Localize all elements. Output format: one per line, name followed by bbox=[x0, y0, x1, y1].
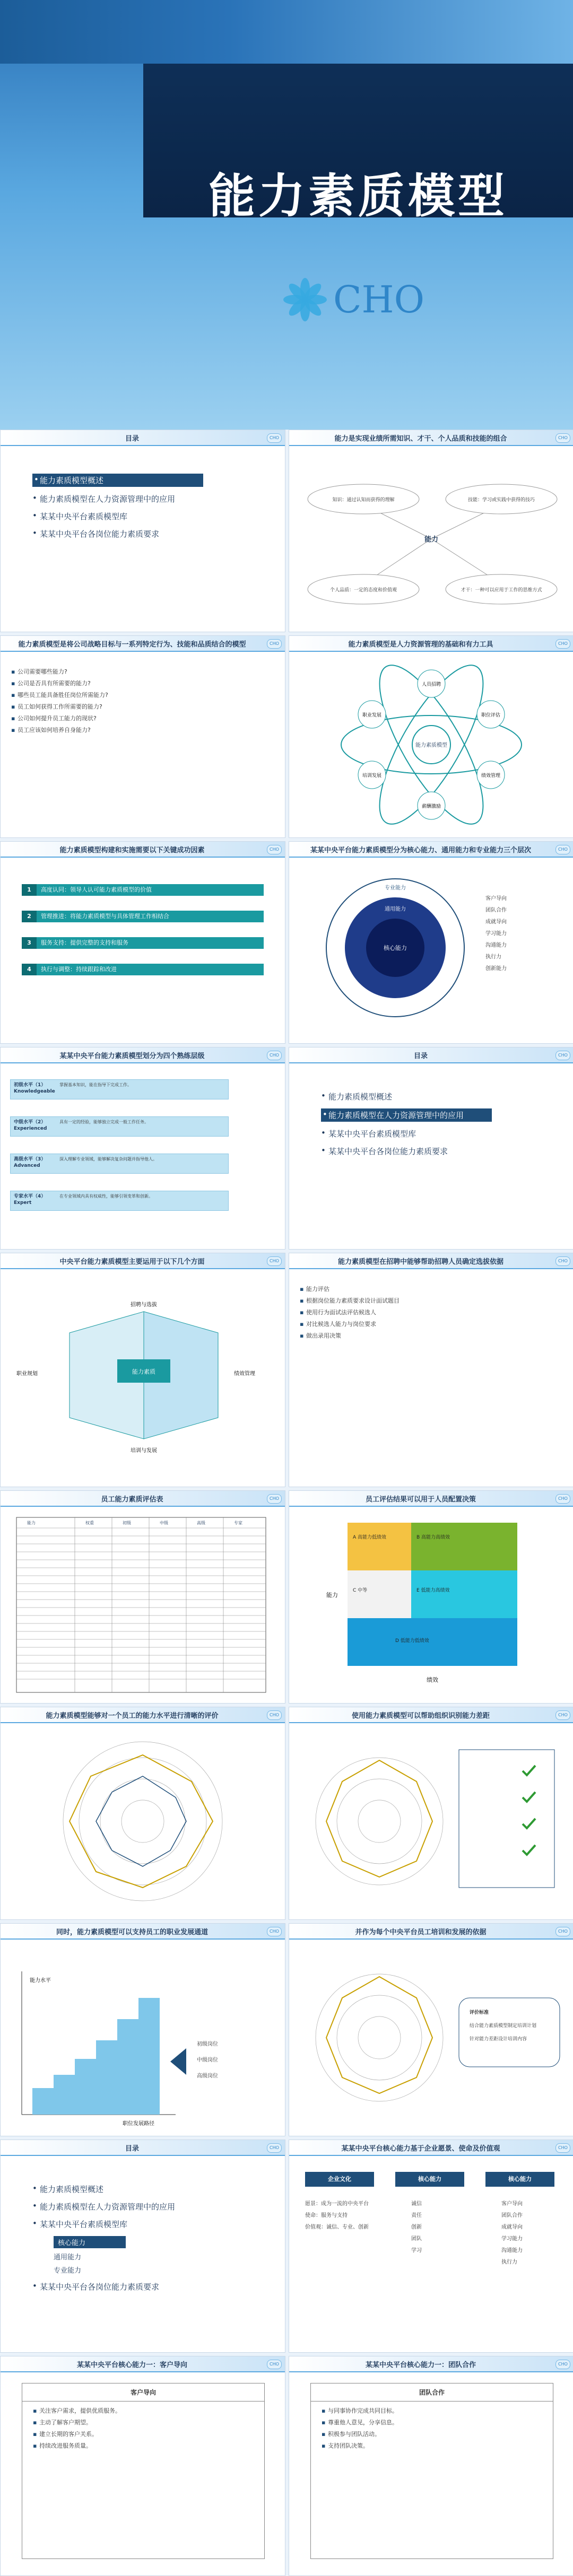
box-line: ▪ 持续改进服务质量。 bbox=[33, 2442, 256, 2450]
cover-slide bbox=[0, 0, 573, 430]
agenda-item: • 能力素质模型概述 bbox=[32, 2184, 285, 2195]
mini-logo: CHO bbox=[267, 845, 282, 854]
agenda-item: • 某某中央平台素质模型库 bbox=[32, 511, 285, 522]
model-col1: 使命：服务与支持 bbox=[305, 2213, 348, 2219]
question-item: ▪ 哪些员工能具备胜任岗位所需能力? bbox=[11, 691, 276, 700]
step-row bbox=[22, 911, 264, 922]
model-col2: 诚信 bbox=[411, 2201, 422, 2207]
slide-title: 员工评估结果可以用于人员配置决策 bbox=[365, 1496, 476, 1504]
y-axis-label: 能力水平 bbox=[30, 1978, 51, 1984]
step-row bbox=[22, 884, 264, 896]
agenda-item: • 某某中央平台各岗位能力素质要求 bbox=[32, 2281, 285, 2292]
tier-text: 深入理解专业领域，能够解决复杂问题并指导他人。 bbox=[59, 1157, 157, 1162]
hr-wheel-diagram bbox=[289, 652, 573, 837]
question-item: ▪ 公司是否具有所需要的能力? bbox=[11, 679, 276, 688]
model-col3: 执行力 bbox=[501, 2259, 517, 2265]
box-line: ▪ 尊重他人意见，分享信息。 bbox=[322, 2418, 544, 2427]
model-col3: 成就导向 bbox=[501, 2224, 523, 2230]
x-axis-label: 绩效 bbox=[427, 1676, 438, 1683]
col-header: 初级 bbox=[123, 1521, 131, 1525]
slide-title: 并作为每个中央平台员工培训和发展的依据 bbox=[355, 1928, 487, 1936]
x-axis-label: 职位发展路径 bbox=[123, 2121, 154, 2127]
wheel-node: 培训发展 bbox=[362, 773, 382, 779]
mini-logo: CHO bbox=[555, 2143, 570, 2153]
question-item: ▪ 公司需要哪些能力? bbox=[11, 668, 276, 676]
col-header: 能力 bbox=[27, 1521, 36, 1525]
concept-center: 能力 bbox=[424, 536, 439, 544]
desc-line: ▪ 根据岗位能力素质要求设计面试题目 bbox=[300, 1297, 565, 1305]
box-line: ▪ 关注客户需求，提供优质服务。 bbox=[33, 2407, 256, 2415]
mini-logo: CHO bbox=[267, 1256, 282, 1266]
slide-apply bbox=[0, 1253, 285, 1487]
col-header: 权重 bbox=[85, 1521, 94, 1525]
model-col3: 客户导向 bbox=[501, 2201, 523, 2207]
mini-logo: CHO bbox=[267, 2360, 282, 2369]
step-row bbox=[22, 937, 264, 949]
box-line: ▪ 与同事协作完成共同目标。 bbox=[322, 2407, 544, 2415]
step-label: 执行与调整：持续跟踪和改进 bbox=[41, 966, 117, 973]
box-line: 评价标准 bbox=[470, 2010, 489, 2015]
mini-logo: CHO bbox=[267, 433, 282, 443]
model-box: 企业文化 bbox=[305, 2172, 374, 2187]
slide-title: 使用能力素质模型可以帮助组织识别能力差距 bbox=[351, 1712, 490, 1720]
slide-title: 目录 bbox=[125, 435, 139, 443]
box-title: 团队合作 bbox=[311, 2383, 553, 2402]
mini-logo: CHO bbox=[555, 1051, 570, 1060]
step-number: 3 bbox=[22, 937, 37, 949]
desc-line: ▪ 做出录用决策 bbox=[300, 1332, 565, 1340]
mini-logo: CHO bbox=[267, 1710, 282, 1720]
model-col2: 团队 bbox=[411, 2236, 422, 2242]
slide-title: 能力素质模型是将公司战略目标与一系列特定行为、技能和品质结合的模型 bbox=[18, 641, 246, 649]
box-line: ▪ 主动了解客户期望。 bbox=[33, 2418, 256, 2427]
desc-line: ▪ 能力评估 bbox=[300, 1285, 565, 1294]
radar-chart bbox=[289, 1940, 573, 2136]
slide-title: 目录 bbox=[125, 2145, 139, 2153]
slide-cust-2 bbox=[289, 2356, 573, 2576]
matrix-cell: B 高能力高绩效 bbox=[416, 1535, 450, 1540]
agenda-sub: 专业能力 bbox=[54, 2267, 82, 2275]
col-header: 高级 bbox=[197, 1521, 205, 1525]
slide-title: 能力素质模型在招聘中能够帮助招聘人员确定选拔依据 bbox=[337, 1258, 503, 1266]
tier-label: 初级水平（1）Knowledgeable bbox=[14, 1082, 55, 1094]
apply-node: 绩效管理 bbox=[234, 1371, 255, 1377]
slide-table bbox=[0, 1490, 285, 1704]
desc-line: ▪ 使用行为面试法评估候选人 bbox=[300, 1308, 565, 1317]
wheel-node: 职业发展 bbox=[362, 713, 382, 718]
list-item: 成就导向 bbox=[485, 919, 507, 925]
general-label: 通用能力 bbox=[385, 906, 406, 912]
wheel-node: 绩效管理 bbox=[481, 773, 501, 779]
slide-title: 某某中央平台能力素质模型分为核心能力、通用能力和专业能力三个层次 bbox=[310, 846, 531, 854]
step-label: 服务支持：提供完整的支持和服务 bbox=[41, 939, 128, 946]
slide-steps bbox=[0, 841, 285, 1044]
cover-top-band bbox=[0, 0, 573, 64]
matrix-cell: E 低能力高绩效 bbox=[416, 1588, 450, 1593]
agenda-item: • 某某中央平台素质模型库 bbox=[321, 1128, 573, 1139]
cover-title: 能力素质模型 bbox=[208, 169, 508, 223]
agenda-item: • 某某中央平台各岗位能力素质要求 bbox=[32, 528, 285, 539]
mini-logo: CHO bbox=[267, 1494, 282, 1504]
slide-appdesc bbox=[289, 1253, 573, 1487]
flower-icon bbox=[281, 276, 329, 324]
concept-bubble: 才干：一种可以应用于工作的思维方式 bbox=[461, 588, 542, 593]
col-header: 专家 bbox=[234, 1521, 242, 1525]
model-col3: 团队合作 bbox=[501, 2213, 523, 2219]
slide-title: 能力素质模型构建和实施需要以下关键成功因素 bbox=[59, 846, 205, 854]
mini-logo: CHO bbox=[267, 1051, 282, 1060]
step-label: 高度认同：领导人认可能力素质模型的价值 bbox=[41, 886, 152, 893]
list-item: 执行力 bbox=[485, 954, 501, 960]
slide-title: 某某中央平台核心能力一：客户导向 bbox=[76, 2361, 187, 2369]
pro-label: 专业能力 bbox=[385, 885, 406, 891]
tier-text: 掌握基本知识，能在指导下完成工作。 bbox=[59, 1082, 132, 1087]
wheel-node: 人员招聘 bbox=[421, 682, 441, 687]
box-title: 客户导向 bbox=[22, 2383, 264, 2402]
y-axis-label: 能力 bbox=[326, 1592, 338, 1599]
model-box: 核心能力 bbox=[485, 2172, 554, 2187]
cho-logo bbox=[281, 276, 424, 324]
apply-node: 招聘与选拔 bbox=[131, 1302, 157, 1308]
stair-note: 中级岗位 bbox=[197, 2057, 218, 2063]
concept-bubble: 技能：学习或实践中获得的技巧 bbox=[467, 497, 535, 503]
list-item: 学习能力 bbox=[485, 931, 507, 937]
slide-defs bbox=[0, 635, 285, 838]
slide-stairs bbox=[0, 1923, 285, 2136]
model-col2: 学习 bbox=[411, 2248, 422, 2254]
tier-row bbox=[10, 1191, 229, 1211]
model-box: 核心能力 bbox=[395, 2172, 464, 2187]
agenda-item: • 某某中央平台各岗位能力素质要求 bbox=[321, 1146, 573, 1157]
stair-note: 初级岗位 bbox=[197, 2041, 218, 2047]
slide-title: 目录 bbox=[413, 1052, 428, 1060]
question-item: ▪ 公司如何提升员工能力的现状? bbox=[11, 714, 276, 723]
list-item: 沟通能力 bbox=[485, 942, 507, 948]
apply-center: 能力素质 bbox=[132, 1368, 155, 1375]
tier-label: 中级水平（2）Experienced bbox=[14, 1120, 47, 1131]
mini-logo: CHO bbox=[555, 2360, 570, 2369]
agenda-item: • 能力素质模型概述 bbox=[32, 474, 203, 487]
apply-diagram bbox=[1, 1269, 285, 1487]
agenda-item: • 能力素质模型概述 bbox=[321, 1091, 573, 1102]
desc-line: ▪ 对比候选人能力与岗位要求 bbox=[300, 1320, 565, 1329]
slide-radar-3 bbox=[289, 1923, 573, 2136]
apply-node: 培训与发展 bbox=[131, 1448, 157, 1454]
concept-bubble: 知识：通过认知而获得的理解 bbox=[332, 497, 395, 503]
tier-label: 专家水平（4）Expert bbox=[14, 1194, 46, 1206]
content-box bbox=[310, 2383, 553, 2559]
agenda-item: • 某某中央平台素质模型库 bbox=[32, 2219, 285, 2230]
model-col3: 学习能力 bbox=[501, 2236, 523, 2242]
stairs-chart bbox=[1, 1940, 285, 2136]
layer-circle-diagram bbox=[289, 858, 573, 1043]
slide-radar-1 bbox=[0, 1707, 285, 1920]
radar-chart bbox=[289, 1723, 573, 1919]
slide-title: 同时，能力素质模型可以支持员工的职业发展通道 bbox=[56, 1928, 208, 1936]
matrix-diagram bbox=[289, 1507, 573, 1703]
slide-circle bbox=[289, 841, 573, 1044]
tier-label: 高级水平（3）Advanced bbox=[14, 1157, 46, 1168]
matrix-cell: D 低能力低绩效 bbox=[395, 1638, 429, 1644]
radar-chart bbox=[1, 1723, 285, 1919]
slide-cust-1 bbox=[0, 2356, 285, 2576]
box-line: ▪ 积极参与团队活动。 bbox=[322, 2430, 544, 2439]
model-col3: 沟通能力 bbox=[501, 2248, 523, 2254]
slide-agenda-3 bbox=[0, 2140, 285, 2353]
wheel-center: 能力素质模型 bbox=[415, 743, 447, 748]
core-label: 核心能力 bbox=[384, 945, 407, 951]
mini-logo: CHO bbox=[267, 639, 282, 649]
slide-title: 能力素质模型能够对一个员工的能力水平进行清晰的评价 bbox=[46, 1712, 219, 1720]
question-item: ▪ 员工应该如何培养自身能力? bbox=[11, 726, 276, 735]
matrix-cell: C 中等 bbox=[353, 1588, 368, 1593]
mini-logo: CHO bbox=[267, 2143, 282, 2153]
box-line: ▪ 建立长期的客户关系。 bbox=[33, 2430, 256, 2439]
slide-matrix bbox=[289, 1490, 573, 1704]
list-item: 团队合作 bbox=[485, 907, 507, 913]
tier-text: 在专业领域内具有权威性，能够引领变革和创新。 bbox=[59, 1194, 153, 1199]
agenda-sub: 通用能力 bbox=[54, 2254, 82, 2261]
box-line: 结合能力素质模型制定培训计划 bbox=[470, 2023, 537, 2029]
slide-title: 中央平台能力素质模型主要运用于以下几个方面 bbox=[59, 1258, 205, 1266]
mini-logo: CHO bbox=[267, 1927, 282, 1936]
slide-hrwheel bbox=[289, 635, 573, 838]
tier-text: 具有一定的经验，能够独立完成一般工作任务。 bbox=[59, 1120, 149, 1124]
slide-title: 某某中央平台核心能力基于企业愿景、使命及价值观 bbox=[341, 2145, 500, 2153]
tier-row bbox=[10, 1116, 229, 1137]
mini-logo: CHO bbox=[555, 845, 570, 854]
mini-logo: CHO bbox=[555, 1494, 570, 1504]
box-line: ▪ 支持团队决策。 bbox=[322, 2442, 544, 2450]
slide-radar-2 bbox=[289, 1707, 573, 1920]
slide-title: 能力素质模型是人力资源管理的基础和有力工具 bbox=[348, 641, 493, 649]
list-item: 创新能力 bbox=[485, 966, 507, 972]
step-row bbox=[22, 964, 264, 975]
question-item: ▪ 员工如何获得工作所需要的能力? bbox=[11, 703, 276, 711]
slide-concept bbox=[289, 430, 573, 632]
wheel-node: 薪酬激励 bbox=[421, 804, 441, 809]
step-number: 2 bbox=[22, 911, 37, 922]
matrix-cell: A 高能力低绩效 bbox=[353, 1535, 387, 1540]
slide-tiers bbox=[0, 1047, 285, 1250]
model-col2: 责任 bbox=[411, 2213, 422, 2219]
concept-bubble: 个人品质：一定的态度和价值观 bbox=[329, 588, 397, 593]
step-number: 4 bbox=[22, 964, 37, 975]
model-col1: 愿景：成为一流的中央平台 bbox=[305, 2201, 369, 2207]
slide-title: 能力是实现业绩所需知识、才干、个人品质和技能的组合 bbox=[334, 435, 507, 443]
mini-logo: CHO bbox=[555, 1256, 570, 1266]
step-number: 1 bbox=[22, 884, 37, 896]
agenda-item: • 能力素质模型在人力资源管理中的应用 bbox=[32, 2201, 285, 2212]
concept-diagram bbox=[289, 446, 573, 632]
box-line: 针对能力差距设计培训内容 bbox=[470, 2037, 527, 2042]
apply-node: 职业规划 bbox=[16, 1371, 38, 1377]
model-col1: 价值观：诚信、专业、创新 bbox=[305, 2224, 369, 2230]
tier-row bbox=[10, 1154, 229, 1174]
slide-title: 某某中央平台能力素质模型划分为四个熟练层级 bbox=[59, 1052, 205, 1060]
slide-agenda-1 bbox=[0, 430, 285, 632]
list-item: 客户导向 bbox=[485, 896, 507, 902]
logo-text: CHO bbox=[333, 278, 424, 321]
slide-title: 员工能力素质评估表 bbox=[101, 1496, 163, 1504]
stair-note: 高级岗位 bbox=[197, 2073, 218, 2079]
wheel-node: 职位评估 bbox=[481, 713, 501, 718]
slide-model bbox=[289, 2140, 573, 2353]
mini-logo: CHO bbox=[555, 1927, 570, 1936]
col-header: 中级 bbox=[160, 1521, 168, 1525]
agenda-item: • 能力素质模型在人力资源管理中的应用 bbox=[321, 1108, 492, 1122]
slide-agenda-2 bbox=[289, 1047, 573, 1250]
step-label: 管理推进：将能力素质模型与具体管理工作相结合 bbox=[41, 913, 169, 920]
agenda-item: • 能力素质模型在人力资源管理中的应用 bbox=[32, 493, 285, 504]
mini-logo: CHO bbox=[555, 639, 570, 649]
mini-logo: CHO bbox=[555, 433, 570, 443]
slide-title: 某某中央平台核心能力一：团队合作 bbox=[365, 2361, 476, 2369]
model-col2: 创新 bbox=[411, 2224, 422, 2230]
tier-row bbox=[10, 1079, 229, 1099]
assessment-table bbox=[1, 1507, 285, 1703]
content-box bbox=[22, 2383, 265, 2559]
mini-logo: CHO bbox=[555, 1710, 570, 1720]
agenda-sub-active: 核心能力 bbox=[54, 2236, 126, 2248]
